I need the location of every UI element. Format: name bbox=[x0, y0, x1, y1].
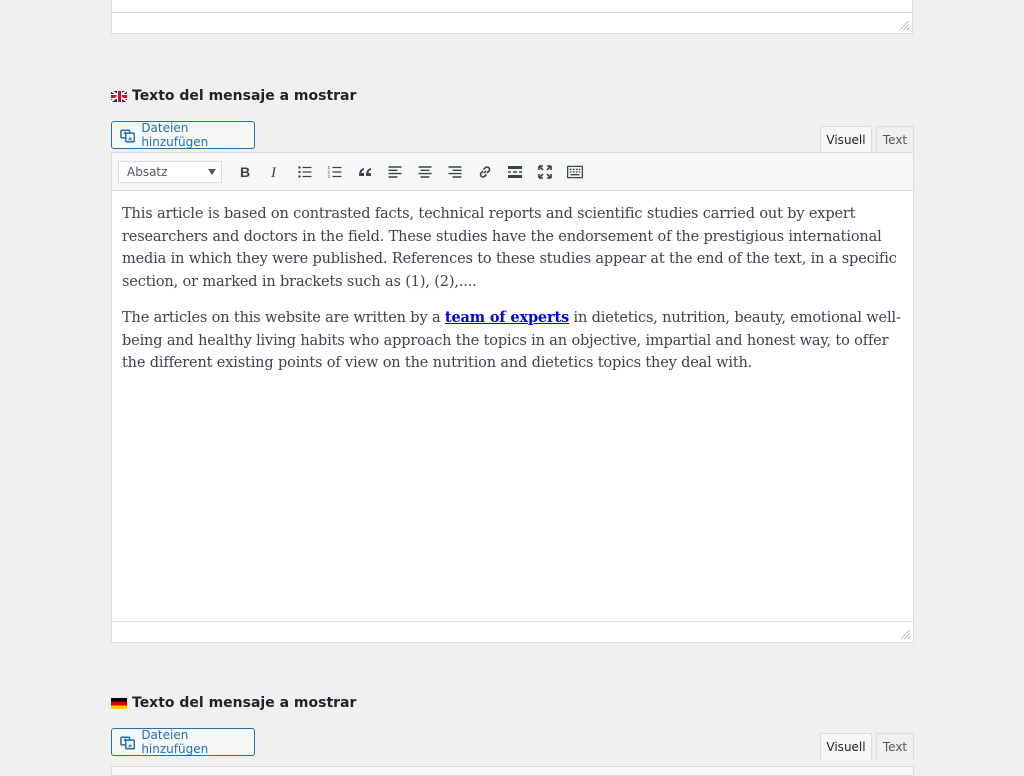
uk-flag-icon bbox=[111, 91, 127, 102]
align-right-button[interactable] bbox=[440, 157, 470, 187]
section-title-label: Texto del mensaje a mostrar bbox=[132, 695, 357, 711]
add-media-label: Dateien hinzufügen bbox=[141, 121, 209, 149]
tab-visual-label: Visuell bbox=[826, 740, 866, 754]
align-right-icon bbox=[447, 164, 463, 180]
paragraph-2-text-before: The articles on this website are written by a bbox=[122, 310, 445, 326]
editor-content[interactable] bbox=[112, 191, 913, 621]
add-media-button[interactable] bbox=[111, 121, 255, 149]
paragraph-1: This article is based on contrasted facts, technical reports and scientific studies carried out by expert researchers and doctors in the field. These studies have the endorsement of the prestigious international media in which they were published. References to these studies appear at the end of the text, in a specific section, or marked in brackets such as (1), (2),.... bbox=[122, 206, 897, 290]
link-button[interactable] bbox=[470, 157, 500, 187]
paragraph-2-text-after: in dietetics, nutrition, beauty, emotional well-being and healthy living habits who approach the topics in an objective, impartial and honest way, to offer the different existing points of view on the nutrition and dietetics topics they deal with. bbox=[122, 310, 901, 371]
chevron-down-icon bbox=[208, 169, 216, 175]
tab-visual[interactable] bbox=[820, 126, 872, 153]
tab-visual-label: Visuell bbox=[826, 133, 866, 147]
link-icon bbox=[477, 164, 493, 180]
tab-text[interactable] bbox=[876, 733, 914, 760]
blockquote-icon bbox=[357, 164, 373, 180]
resize-grip-icon[interactable] bbox=[901, 630, 910, 639]
tab-text-label: Text bbox=[882, 133, 908, 147]
paragraph-2 bbox=[122, 307, 903, 375]
add-media-label: Dateien hinzufügen bbox=[141, 728, 209, 756]
bold-button[interactable] bbox=[230, 157, 260, 187]
align-center-icon bbox=[417, 164, 433, 180]
previous-editor-statusbar bbox=[112, 12, 912, 33]
tab-text[interactable] bbox=[876, 126, 914, 153]
format-select-value: Absatz bbox=[127, 164, 168, 179]
editor-statusbar bbox=[112, 621, 913, 642]
italic-button[interactable] bbox=[260, 157, 290, 187]
previous-editor bbox=[111, 0, 913, 34]
read-more-button[interactable] bbox=[500, 157, 530, 187]
fullscreen-icon bbox=[537, 164, 553, 180]
format-select[interactable] bbox=[118, 161, 222, 183]
blockquote-button[interactable] bbox=[350, 157, 380, 187]
editor-toolbar bbox=[112, 153, 913, 191]
svg-text:3: 3 bbox=[327, 173, 331, 179]
team-of-experts-link[interactable]: team of experts bbox=[444, 309, 570, 326]
fullscreen-button[interactable] bbox=[530, 157, 560, 187]
section-title-de bbox=[111, 694, 356, 712]
svg-text:2: 2 bbox=[327, 169, 331, 174]
svg-text:I: I bbox=[271, 164, 276, 180]
tab-visual[interactable] bbox=[820, 733, 872, 760]
numbered-list-button[interactable] bbox=[320, 157, 350, 187]
media-icon bbox=[120, 734, 135, 750]
svg-text:B: B bbox=[240, 163, 251, 180]
read-more-icon bbox=[507, 164, 523, 180]
align-left-button[interactable] bbox=[380, 157, 410, 187]
numbered-list-icon bbox=[327, 164, 343, 180]
italic-icon bbox=[267, 164, 283, 180]
add-media-button[interactable] bbox=[111, 728, 255, 756]
bullet-list-icon bbox=[297, 164, 313, 180]
svg-text:1: 1 bbox=[327, 164, 331, 170]
tab-text-label: Text bbox=[882, 740, 908, 754]
bullet-list-button[interactable] bbox=[290, 157, 320, 187]
bold-icon bbox=[237, 164, 253, 180]
toolbar-toggle-button[interactable] bbox=[560, 157, 590, 187]
resize-grip-icon[interactable] bbox=[900, 21, 909, 30]
media-icon bbox=[120, 127, 135, 143]
section-title-label: Texto del mensaje a mostrar bbox=[132, 88, 357, 104]
toolbar-toggle-icon bbox=[567, 164, 583, 180]
editor-en bbox=[111, 152, 914, 643]
de-flag-icon bbox=[111, 698, 127, 709]
align-center-button[interactable] bbox=[410, 157, 440, 187]
section-title-en bbox=[111, 87, 356, 105]
align-left-icon bbox=[387, 164, 403, 180]
